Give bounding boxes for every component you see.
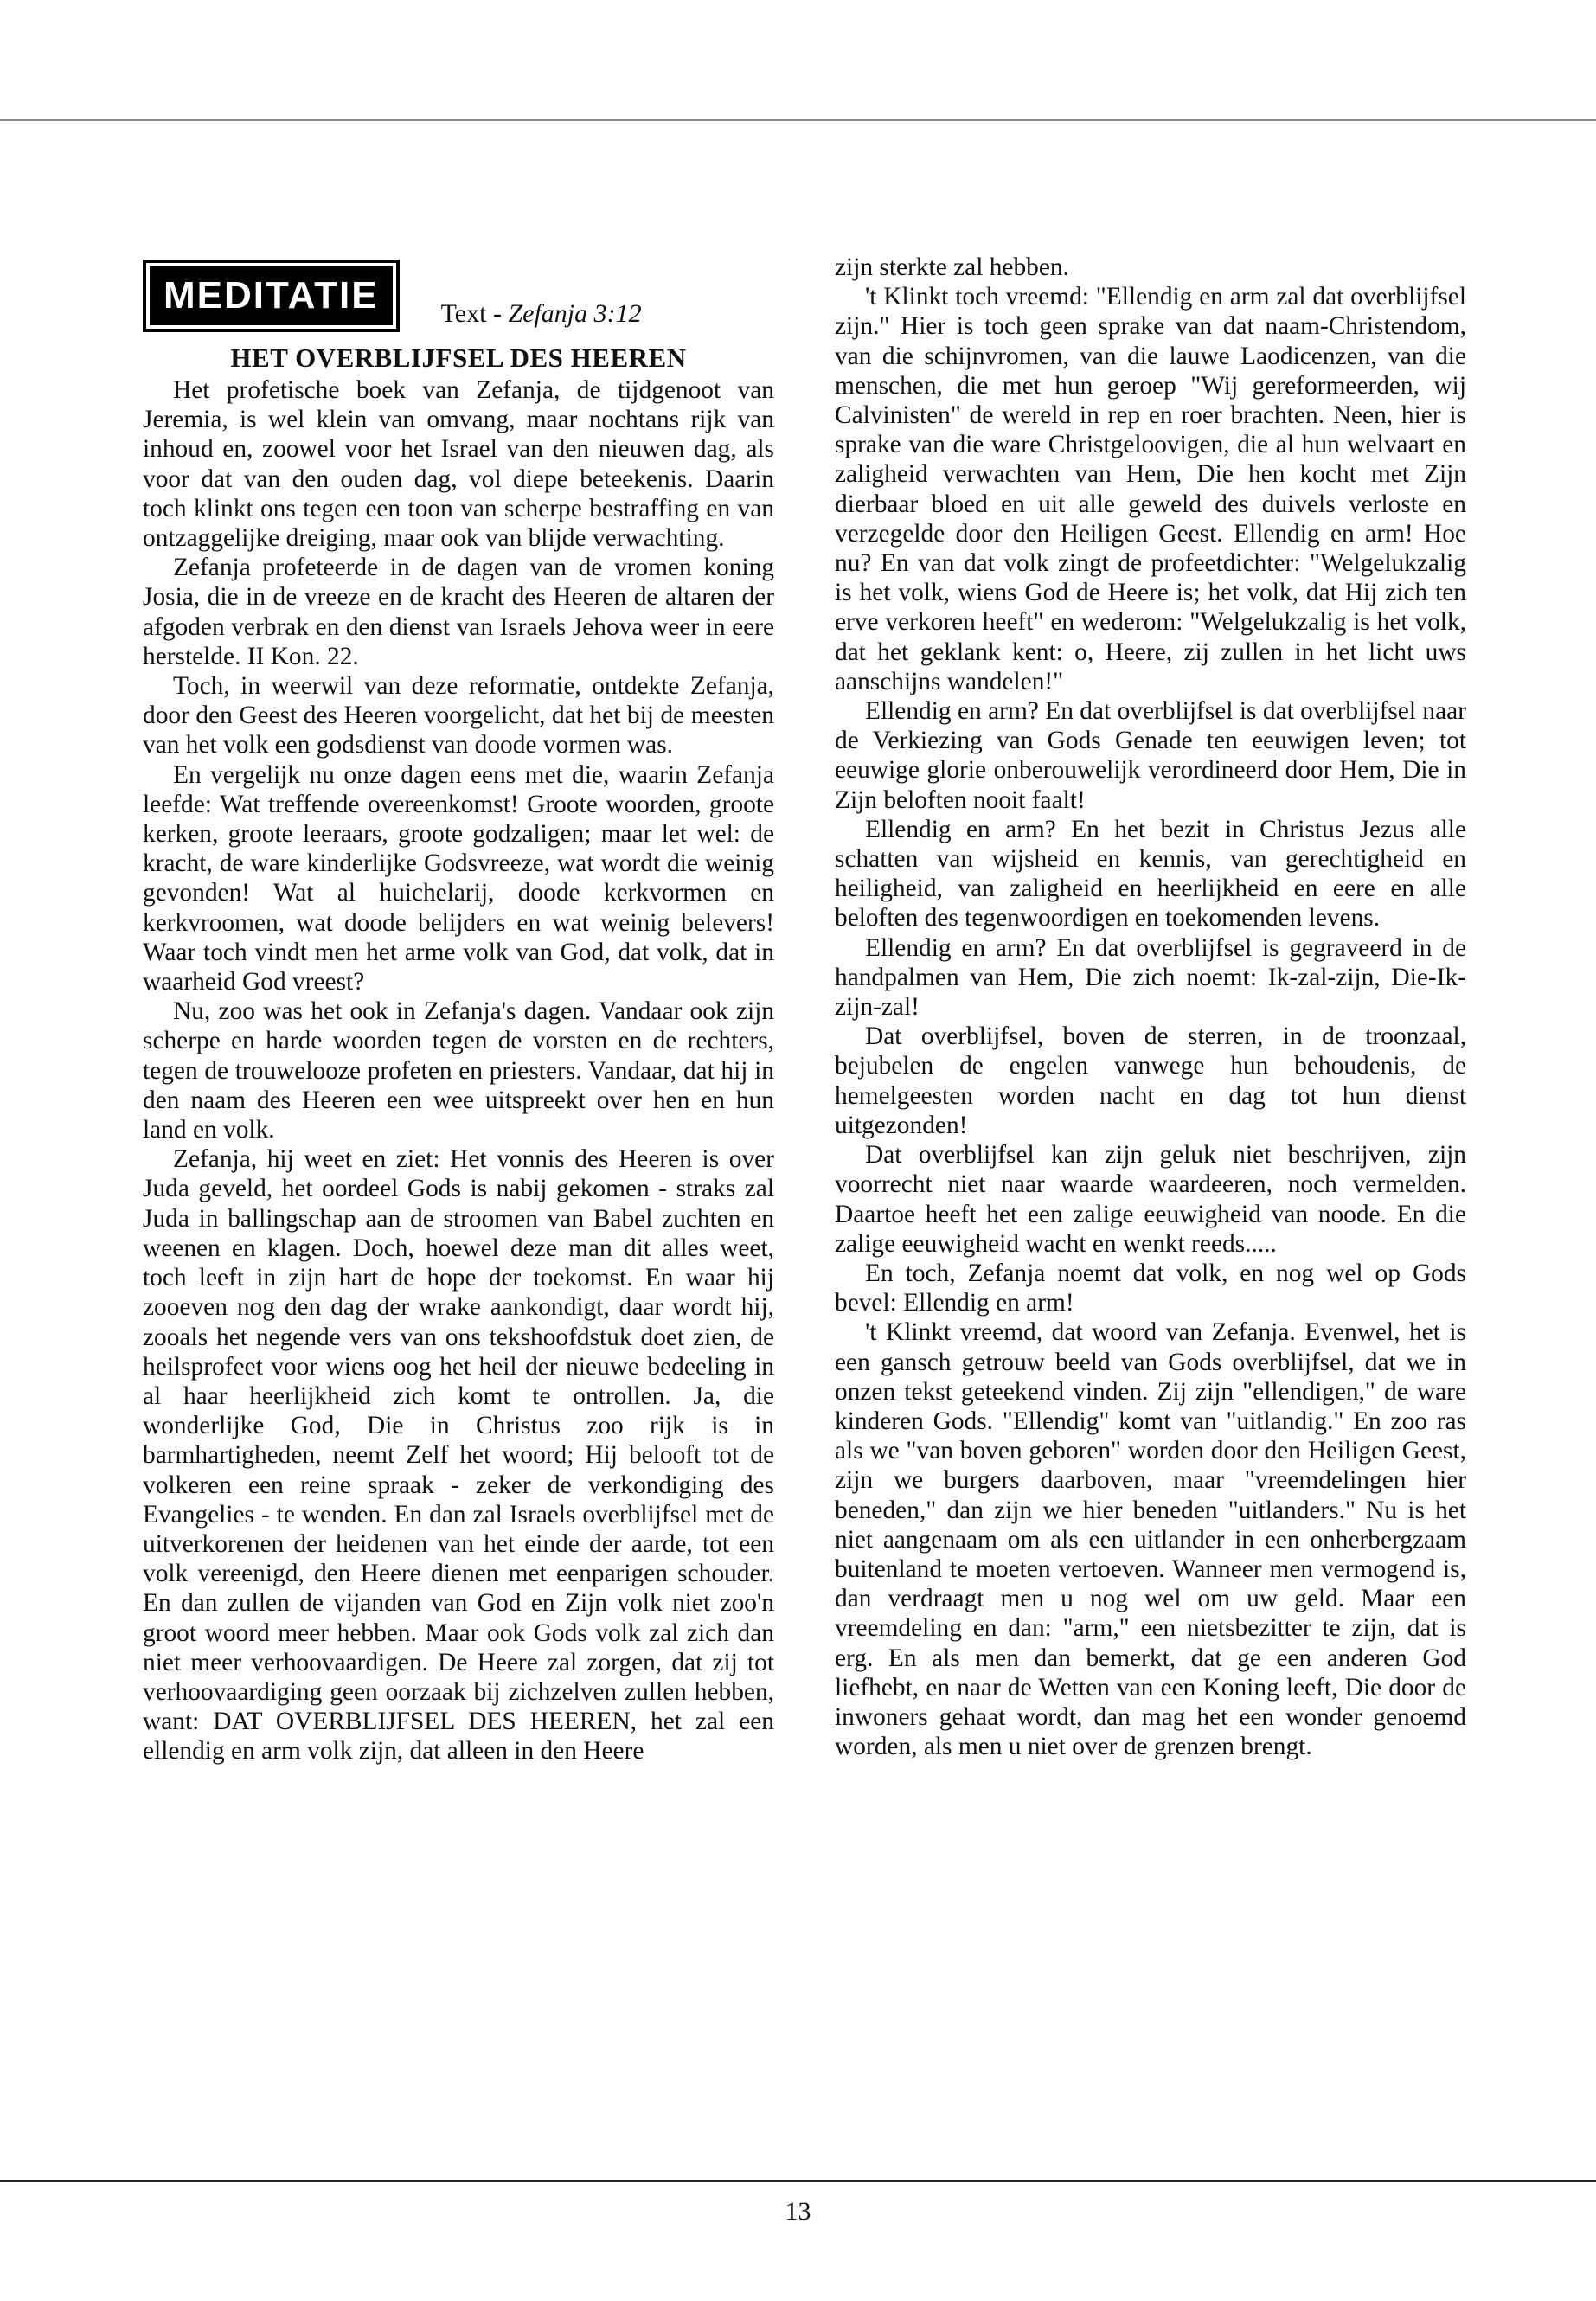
page-sheet [0, 119, 1596, 2226]
section-badge [143, 260, 400, 332]
text-reference-prefix: Text - [440, 298, 509, 328]
paragraph: Ellendig en arm? En het bezit in Christus Jezus alle schatten van wijsheid en kennis, van gerechtigheid en heiligheid, van zaligheid en heerlijkheid en eere en alle beloften des tegenwoordigen en toekomenden levens. [835, 815, 1466, 933]
section-badge-label: MEDITATIE [150, 266, 393, 325]
text-reference [441, 299, 642, 329]
paragraph: Ellendig en arm? En dat overblijfsel is dat overblijfsel naar de Verkiezing van Gods Genade ten eeuwigen leven; tot eeuwige glorie onberouwelijk verordineerd door Hem, Die in Zijn beloften nooit faalt! [835, 697, 1466, 814]
paragraph: Zefanja, hij weet en ziet: Het vonnis des Heeren is over Juda geveld, het oordeel Gods is nabij gekomen - straks zal Juda in ballingschap aan de stroomen van Babel zuchten en weenen en klagen. Doch, hoewel deze man dit alles weet, toch leeft in zijn hart de hope der toekomst. En waar hij zooeven nog den dag der wrake aankondigt, daar wordt hij, zooals het negende vers van ons tekshoofdstuk doet zien, de heilsprofeet voor wiens oog het heil der nieuwe bedeeling in al haar heerlijkheid zich komt te ontrollen. Ja, die wonderlijke God, Die in Christus zoo rijk is in barmhartigheden, neemt Zelf het woord; Hij belooft tot de volkeren een reine spraak - zeker de verkondiging des Evangelies - te wenden. En dan zal Israels overblijfsel met de uitverkorenen der heidenen van het einde der aarde, tot een volk vereenigd, den Heere dienen met eenparigen schouder. En dan zullen de vijanden van God en Zijn volk niet zoo'n groot woord meer hebben. Maar ook Gods volk zal zich dan niet meer verhoovaardigen. De Heere zal zorgen, dat zij tot verhoovaardiging geen oorzaak bij zichzelven zullen hebben, want: DAT OVERBLIJFSEL DES HEEREN, het zal een ellendig en arm volk zijn, dat alleen in den Heere [143, 1145, 774, 1766]
paragraph: zijn sterkte zal hebben. [835, 253, 1069, 281]
paragraph: Zefanja profeteerde in de dagen van de vromen koning Josia, die in de vreeze en de kracht des Heeren de altaren der afgoden verbrak en den dienst van Israels Jehova weer in eere herstelde. II Kon. 22. [143, 554, 774, 670]
paragraph: Nu, zoo was het ook in Zefanja's dagen. Vandaar ook zijn scherpe en harde woorden tegen de vorsten en de rechters, tegen de trouwelooze profeten en priesters. Vandaar, dat hij in den naam des Heeren een wee uitspreekt over hen en hun land en volk. [143, 997, 774, 1144]
right-column [835, 253, 1466, 1761]
paragraph: Dat overblijfsel, boven de sterren, in de troonzaal, bejubelen de engelen vanwege hun behoudenis, de hemelgeesten worden nacht en dag tot hun dienst uitgezonden! [835, 1022, 1466, 1139]
article-title: HET OVERBLIJFSEL DES HEEREN [230, 343, 687, 373]
paragraph: Ellendig en arm? En dat overblijfsel is gegraveerd in de handpalmen van Hem, Die zich noemt: Ik-zal-zijn, Die-Ik-zijn-zal! [835, 933, 1466, 1022]
paragraph: 't Klinkt vreemd, dat woord van Zefanja. Evenwel, het is een gansch getrouw beeld van Gods overblijfsel, dat we in onzen tekst geteekend vinden. Zij zijn "ellendigen," de ware kinderen Gods. "Ellendig" komt van "uitlandig." En zoo ras als we "van boven geboren" worden door den Heiligen Geest, zijn we burgers daarboven, maar "vreemdelingen hier beneden," dan zijn we hier beneden "uitlanders." Nu is het niet aangenaam om als een uitlander in een onherbergzaam buitenland te moeten vertoeven. Wanneer men vermogend is, dan verdraagt men u nog wel om uw geld. Maar een vreemdeling en dan: "arm," een nietsbezitter te zijn, dat is erg. En als men dan bemerkt, dat ge een anderen God liefhebt, en naar de Wetten van een Koning leeft, Die door de inwoners gehaat wordt, dan mag het een wonder genoemd worden, als men u niet over de grenzen brengt. [835, 1318, 1466, 1761]
paragraph: Dat overblijfsel kan zijn geluk niet beschrijven, zijn voorrecht niet naar waarde waardeeren, noch vermelden. Daartoe heeft het een zalige eeuwigheid van noode. En die zalige eeuwigheid wacht en wenkt reeds..... [835, 1141, 1466, 1258]
paragraph: Het profetische boek van Zefanja, de tijdgenoot van Jeremia, is wel klein van omvang, maar nochtans rijk van inhoud en, zoowel voor het Israel van den nieuwen dag, als voor dat van den ouden dag, vol diepe beteekenis. Daarin toch klinkt ons tegen een toon van scherpe bestraffing en van ontzaggelijke dreiging, maar ook van blijde verwachting. [143, 376, 774, 553]
article-header [143, 260, 774, 332]
paragraph: 't Klinkt toch vreemd: "Ellendig en arm zal dat overblijfsel zijn." Hier is toch geen sprake van dat naam-Christendom, van die schijnvromen, van die lauwe Laodicenzen, van die menschen, die met hun geroep "Wij gereformeerden, wij Calvinisten" de wereld in rep en roer brachten. Neen, hier is sprake van die ware Christgeloovigen, die al hun welvaart en zaligheid verwachten van Hem, Die hen kocht met Zijn dierbaar bloed en uit alle geweld des duivels verloste en verzegelde door den Heiligen Geest. Ellendig en arm! Hoe nu? En van dat volk zingt de profeetdichter: "Welgelukzalig is het volk, wiens God de Heere is; het volk, dat Hij zich ten erve verkoren heeft" en wederom: "Welgelukzalig is het volk, dat het geklank kent: o, Heere, zij zullen in het licht uws aanschijns wandelen!" [835, 283, 1466, 695]
left-column [143, 260, 774, 1766]
text-reference-book: Zefanja 3:12 [508, 298, 642, 328]
paragraph: En vergelijk nu onze dagen eens met die, waarin Zefanja leefde: Wat treffende overeenkomst! Groote woorden, groote kerken, groote leeraars, groote godzaligen; maar let wel: de kracht, de ware kinderlijke Godsvreeze, wat wordt die weinig gevonden! Wat al huichelarij, doode kerkvormen en kerkvroomen, wat doode belijders en wat weinig belevers! Waar toch vindt men het arme volk van God, dat volk, dat in waarheid God vreest? [143, 760, 774, 997]
paragraph: Toch, in weerwil van deze reformatie, ontdekte Zefanja, door den Geest des Heeren voorgelicht, dat het bij de meesten van het volk een godsdienst van doode vormen was. [143, 672, 774, 760]
paragraph: En toch, Zefanja noemt dat volk, en nog wel op Gods bevel: Ellendig en arm! [835, 1259, 1466, 1317]
page-number: 13 [785, 2197, 811, 2226]
